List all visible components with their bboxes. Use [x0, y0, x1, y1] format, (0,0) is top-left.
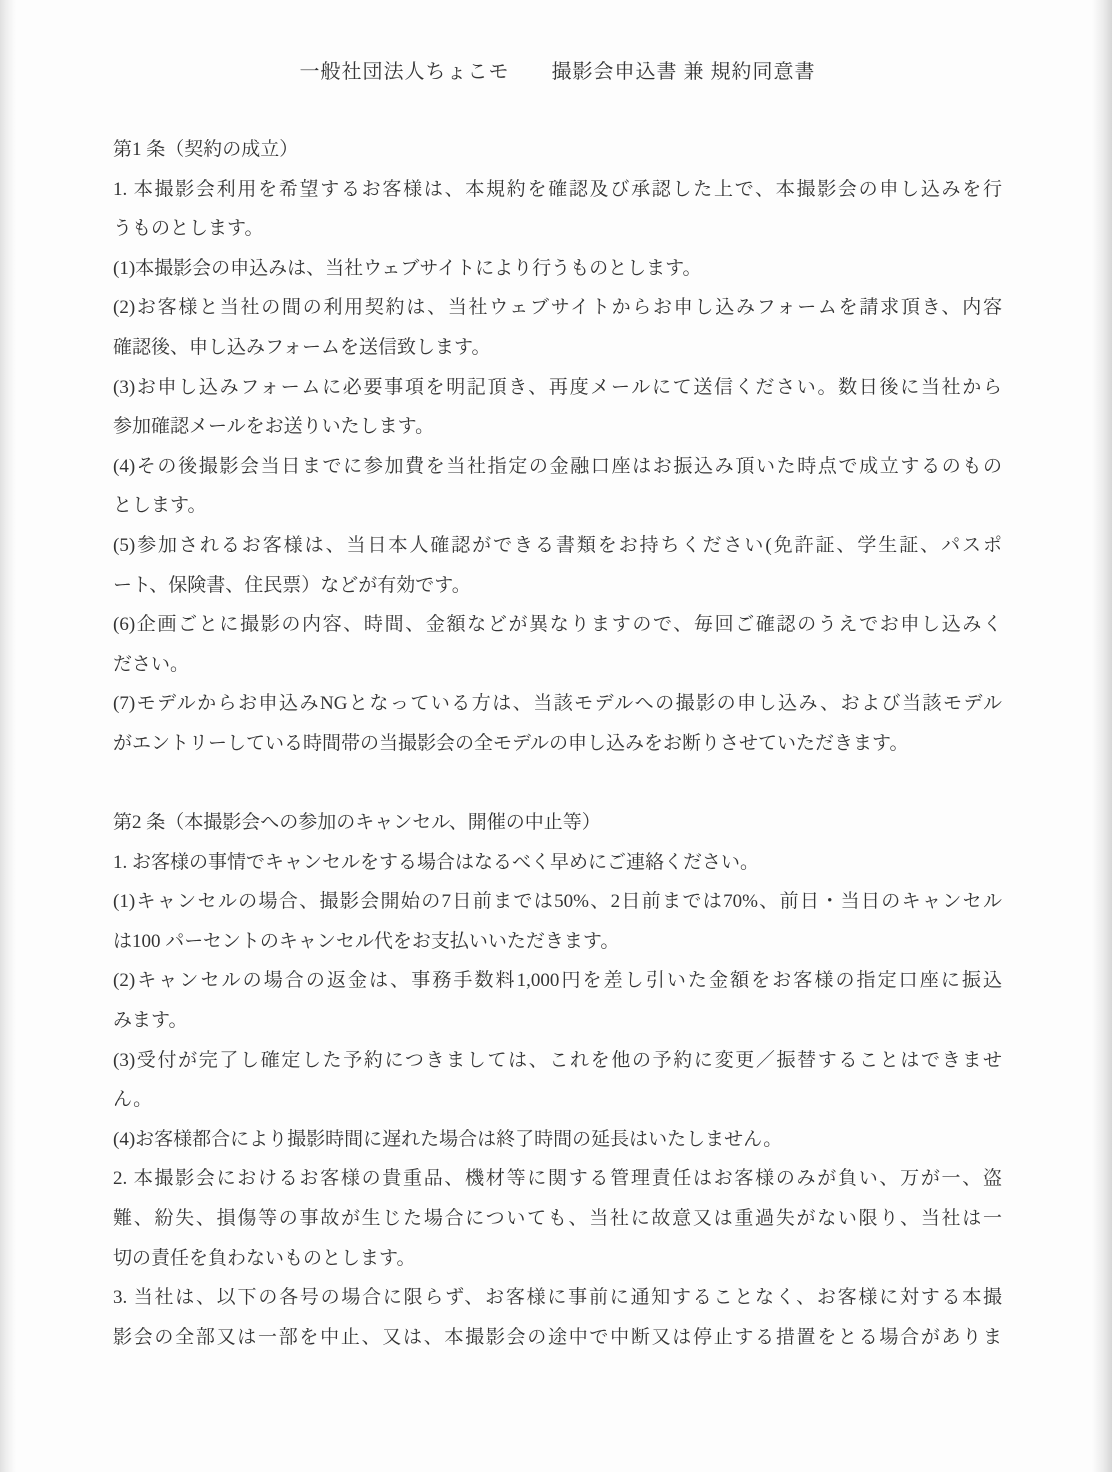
text-line: (4)お客様都合により撮影時間に遅れた場合は終了時間の延長はいたしません。	[113, 1128, 783, 1150]
text-line: がエントリーしている時間帯の当撮影会の全モデルの申し込みをお断りさせていただきます。	[113, 732, 909, 754]
text-line: (1)本撮影会の申込みは、当社ウェブサイトにより行うものとします。	[113, 257, 702, 279]
text-line: 確認後、申し込みフォームを送信致します。	[113, 336, 491, 358]
text-line: 3. 当社は、以下の各号の場合に限らず、お客様に事前に通知することなく、お客様に対する本撮	[113, 1287, 1002, 1309]
text-line: 参加確認メールをお送りいたします。	[113, 416, 435, 438]
article-1	[113, 130, 1002, 764]
text-line: は100 パーセントのキャンセル代をお支払いいただきます。	[113, 930, 620, 952]
text-line: (2)お客様と当社の間の利用契約は、当社ウェブサイトからお申し込みフォームを請求頂き、内容	[113, 297, 1002, 319]
text-line: ん。	[113, 1089, 153, 1111]
article-2-heading: 第2 条（本撮影会への参加のキャンセル、開催の中止等）	[113, 812, 601, 834]
text-line: とします。	[113, 495, 207, 517]
text-line: (4)その後撮影会当日までに参加費を当社指定の金融口座はお振込み頂いた時点で成立するのもの	[113, 455, 1002, 477]
text-line: (3)受付が完了し確定した予約につきましては、これを他の予約に変更／振替することはできませ	[113, 1049, 1002, 1071]
document-title: 一般社団法人ちょこモ 撮影会申込書 兼 規約同意書	[299, 61, 816, 83]
text-line: 1. お客様の事情でキャンセルをする場合はなるべく早めにご連絡ください。	[113, 851, 760, 873]
text-line: (3)お申し込みフォームに必要事項を明記頂き、再度メールにて送信ください。数日後に当社から	[113, 376, 1002, 398]
text-line: うものとします。	[113, 218, 264, 240]
article-2	[113, 803, 1002, 1357]
text-line: 難、紛失、損傷等の事故が生じた場合についても、当社に故意又は重過失がない限り、当社は一	[113, 1208, 1002, 1230]
text-line: みます。	[113, 1010, 188, 1032]
text-line: 切の責任を負わないものとします。	[113, 1247, 416, 1269]
article-1-heading: 第1 条（契約の成立）	[113, 139, 299, 160]
text-line: ート、保険書、住民票）などが有効です。	[113, 574, 471, 596]
text-line: 2. 本撮影会におけるお客様の貴重品、機材等に関する管理責任はお客様のみが負い、万が一、盗	[113, 1168, 1002, 1190]
text-line: ださい。	[113, 653, 190, 675]
text-line: 影会の全部又は一部を中止、又は、本撮影会の途中で中断又は停止する措置をとる場合がありま	[113, 1326, 1002, 1348]
text-line: 1. 本撮影会利用を希望するお客様は、本規約を確認及び承認した上で、本撮影会の申し込みを行	[113, 178, 1002, 200]
text-line: (2)キャンセルの場合の返金は、事務手数料1,000円を差し引いた金額をお客様の指定口座に振込	[113, 970, 1002, 992]
text-line: (1)キャンセルの場合、撮影会開始の7日前までは50%、2日前までは70%、前日・当日のキャンセル	[113, 891, 1002, 913]
text-line: (6)企画ごとに撮影の内容、時間、金額などが異なりますので、毎回ご確認のうえでお申し込みく	[113, 614, 1002, 636]
text-line: (7)モデルからお申込みNGとなっている方は、当該モデルへの撮影の申し込み、および当該モデル	[113, 693, 1002, 715]
text-line: (5)参加されるお客様は、当日本人確認ができる書類をお持ちください(免許証、学生証、パスポ	[113, 534, 1002, 556]
